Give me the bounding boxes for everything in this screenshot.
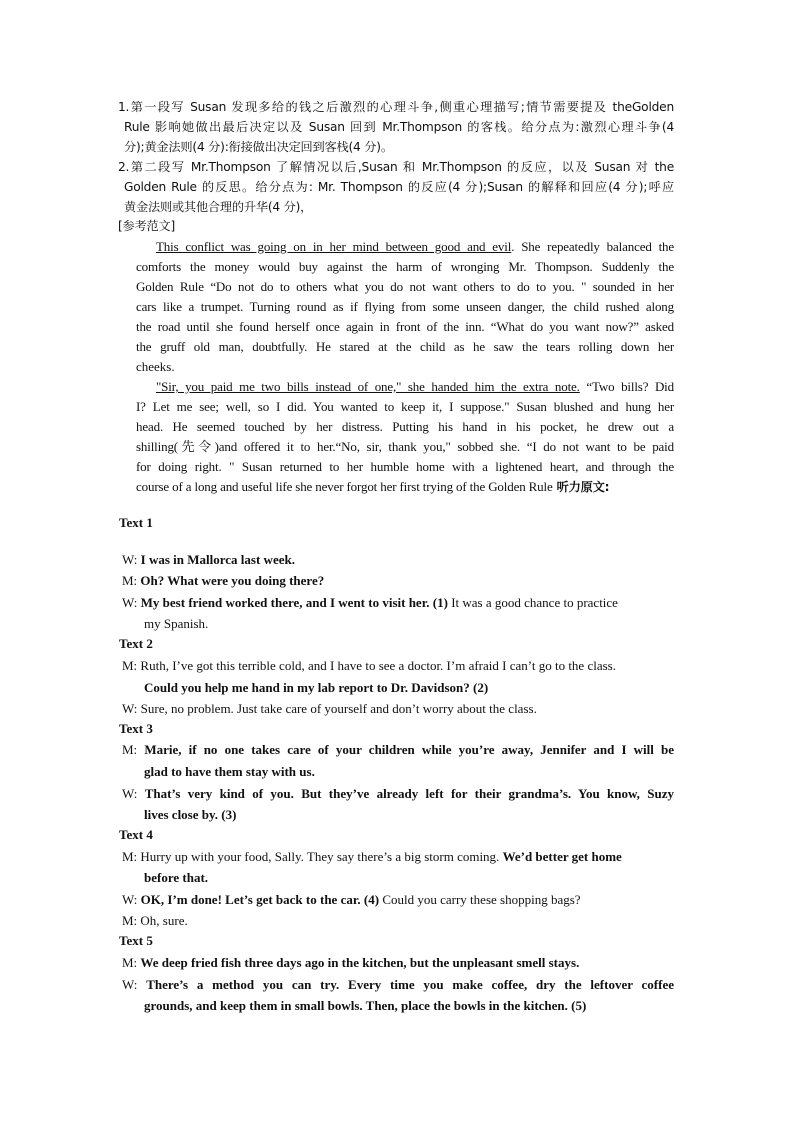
dialogue-text: We’d better get home <box>502 849 622 864</box>
dialogue-text: Oh, sure. <box>140 913 188 928</box>
dialogue-line <box>122 784 674 804</box>
dialogue-text: OK, I’m done! Let’s get back to the car. (4) <box>140 892 380 907</box>
reference-heading: [参考范文] <box>118 219 176 233</box>
paragraph-line: the road until she found herself once again in front of the inn. “What do you want now?” asked <box>136 319 674 334</box>
dialogue-line <box>122 975 674 995</box>
dialogue-text: It was a good chance to practice <box>447 595 618 610</box>
dialogue-line <box>122 911 188 931</box>
dialogue-text: Ruth, I’ve got this terrible cold, and I have to see a doctor. I’m afraid I can’t go to the class. <box>140 658 616 673</box>
paragraph-line: comforts the money would buy against the harm of wronging Mr. Thompson. Suddenly the <box>136 259 674 274</box>
dialogue-line <box>122 571 324 591</box>
dialogue-line <box>122 550 295 570</box>
dialogue-line <box>122 890 581 910</box>
dialogue-text: That’s very kind of you. But they’ve already left for their grandma’s. You know, Suzy <box>144 786 674 801</box>
paragraph-line: the gruff old man, doubtfully. He stared at the child as he saw the tears rolling down her <box>136 339 674 354</box>
note-line: 1.第一段写 Susan 发现多给的钱之后激烈的心理斗争,侧重心理描写;情节需要提及 theGolden <box>118 100 674 114</box>
paragraph-line: I? Let me see; well, so I did. You wanted to keep it, I suppose." Susan blushed and hung her <box>136 399 674 414</box>
line-text: course of a long and useful life she never forgot her first trying of the Golden Rule <box>136 479 553 494</box>
dialogue-text: I was in Mallorca last week. <box>140 552 295 567</box>
dialogue-text: Hurry up with your food, Sally. They say there’s a big storm coming. <box>140 849 503 864</box>
speaker-label: W: <box>122 892 138 907</box>
dialogue-continuation: Could you help me hand in my lab report to Dr. Davidson? (2) <box>144 680 489 695</box>
underlined-sentence: "Sir, you paid me two bills instead of one," she handed him the extra note. <box>156 379 580 394</box>
speaker-label: W: <box>122 552 138 567</box>
dialogue-continuation: grounds, and keep them in small bowls. Then, place the bowls in the kitchen. (5) <box>144 998 587 1013</box>
dialogue-continuation: my Spanish. <box>144 616 209 631</box>
dialogue-text: My best friend worked there, and I went to visit her. (1) <box>140 595 448 610</box>
paragraph-line <box>136 477 609 497</box>
speaker-label: M: <box>122 573 138 588</box>
text-title: Text 1 <box>119 515 153 530</box>
note-line: 分);黄金法则(4 分):衔接做出决定回到客栈(4 分)。 <box>124 140 393 154</box>
note-line: 2.第二段写 Mr.Thompson 了解情况以后,Susan 和 Mr.Thompson 的反应，以及 Susan 对 the <box>118 160 674 174</box>
dialogue-continuation: glad to have them stay with us. <box>144 764 315 779</box>
dialogue-continuation: before that. <box>144 870 209 885</box>
text-title: Text 2 <box>119 636 153 651</box>
paragraph-line <box>156 237 674 257</box>
speaker-label: W: <box>122 977 138 992</box>
speaker-label: W: <box>122 701 138 716</box>
dialogue-text: We deep fried fish three days ago in the kitchen, but the unpleasant smell stays. <box>140 955 580 970</box>
text-title: Text 5 <box>119 933 153 948</box>
paragraph-line: for doing right. " Susan returned to her humble home with a lightened heart, and through the <box>136 459 674 474</box>
dialogue-text: Oh? What were you doing there? <box>140 573 325 588</box>
paragraph-line: cheeks. <box>136 359 175 374</box>
text-title: Text 4 <box>119 827 153 842</box>
listening-script-label: 听力原文: <box>552 480 610 494</box>
dialogue-text: Sure, no problem. Just take care of yourself and don’t worry about the class. <box>140 701 537 716</box>
paragraph-line: Golden Rule “Do not do to others what you do not want others to do to you. " sounded in her <box>136 279 674 294</box>
line-text: . She repeatedly balanced the <box>511 239 675 254</box>
paragraph-line: cars like a trumpet. Turning round as if flying from some unseen danger, the child rushed along <box>136 299 674 314</box>
dialogue-continuation: lives close by. (3) <box>144 807 237 822</box>
speaker-label: M: <box>122 913 138 928</box>
dialogue-line <box>122 656 616 676</box>
paragraph-line: head. He seemed touched by her distress. Putting his hand in his pocket, he drew out a <box>136 419 674 434</box>
text-title: Text 3 <box>119 721 153 736</box>
underlined-sentence: This conflict was going on in her mind between good and evil <box>156 239 512 254</box>
line-text: “Two bills? Did <box>579 379 674 394</box>
dialogue-line <box>122 847 622 867</box>
dialogue-text: Could you carry these shopping bags? <box>379 892 581 907</box>
speaker-label: W: <box>122 786 138 801</box>
note-line: 黄金法则或其他合理的升华(4 分)， <box>124 200 313 214</box>
paragraph-line: shilling(先令)and offered it to her.“No, sir, thank you," sobbed she. “I do not want to be paid <box>136 439 674 454</box>
paragraph-line <box>156 377 674 397</box>
speaker-label: M: <box>122 658 138 673</box>
dialogue-line <box>122 953 579 973</box>
dialogue-line <box>122 593 618 613</box>
dialogue-text: There’s a method you can try. Every time you make coffee, dry the leftover coffee <box>146 977 675 992</box>
note-line: Golden Rule 的反思。给分点为: Mr. Thompson 的反应(4 分);Susan 的解释和回应(4 分);呼应 <box>124 180 674 194</box>
dialogue-line <box>122 740 674 760</box>
speaker-label: M: <box>122 849 138 864</box>
note-line: Rule 影响她做出最后决定以及 Susan 回到 Mr.Thompson 的客栈。给分点为:激烈心理斗争(4 <box>124 120 674 134</box>
speaker-label: W: <box>122 595 138 610</box>
dialogue-text: Marie, if no one takes care of your children while you’re away, Jennifer and I will be <box>144 742 674 757</box>
speaker-label: M: <box>122 955 138 970</box>
speaker-label: M: <box>122 742 138 757</box>
dialogue-line <box>122 699 537 719</box>
